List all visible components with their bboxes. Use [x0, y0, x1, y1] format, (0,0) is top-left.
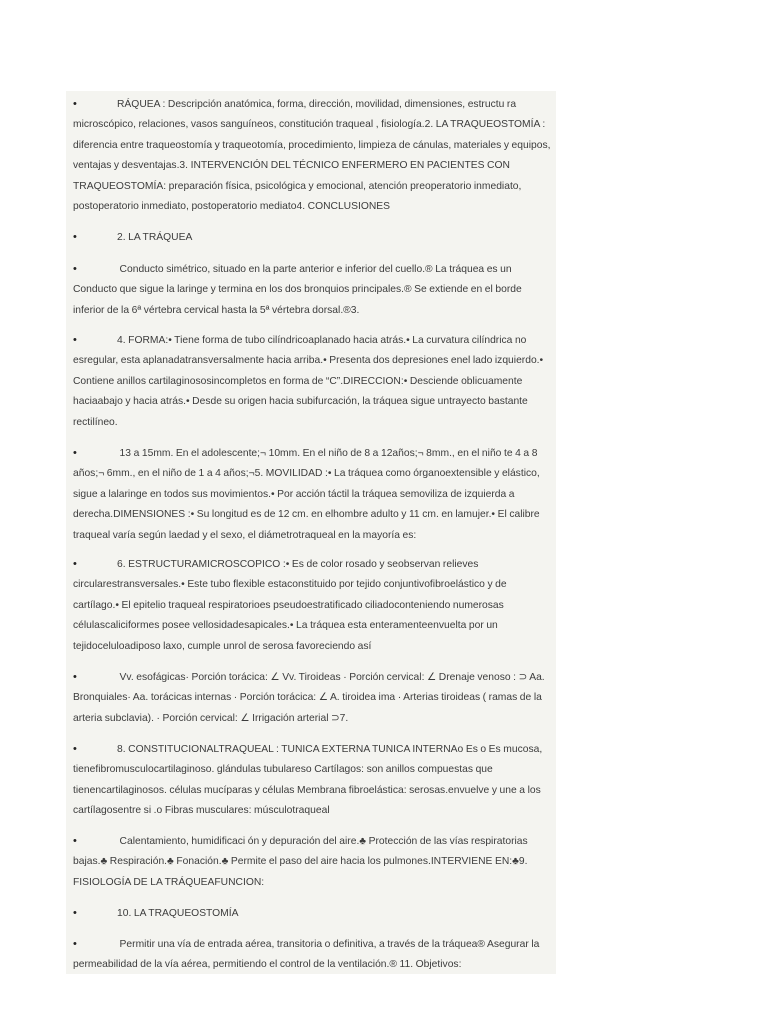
- paragraph-text: Vv. esofágicas· Porción torácica: ∠ Vv. Tiroideas · Porción cervical: ∠ Drenaje venoso : ⊃ Aa. Bronquiales· Aa. torácicas internas · Porción torácica: ∠ A. tiroidea ima · Arterias tiroideas ( ramas de la arteria subclavia). · Porción cervical: ∠ Irrigación arterial ⊃7.: [73, 672, 545, 724]
- paragraph-text: Conducto simétrico, situado en la parte anterior e inferior del cuello.® La tráquea es un Conducto que sigue la laringe y termina en los dos bronquios principales.® Se extiende en el borde inferior de la 6ª vértebra cervical hasta la 5ª vértebra dorsal.®3.: [73, 264, 522, 316]
- bullet-icon: •: [73, 447, 77, 459]
- bullet-icon: •: [73, 907, 77, 919]
- document-page: [66, 91, 556, 974]
- paragraph-text: 13 a 15mm. En el adolescente;¬ 10mm. En el niño de 8 a 12años;¬ 8mm., en el niño te 4 a 8 años;¬ 6mm., en el niño de 1 a 4 años;¬5. MOVILIDAD :• La tráquea como órganoextensible y elástico, sigue a lalaringe en todos sus movimientos.• Por acción táctil la tráquea semoviliza de izquierda a derecha.DIMENSIONES :• Su longitud es de 12 cm. en elhombre adulto y 11 cm. en lamujer.• El calibre traqueal varía según laedad y el sexo, el diámetrotraqueal en la mayoría es:: [73, 448, 540, 541]
- list-item: [73, 554, 552, 657]
- list-item: [73, 443, 552, 546]
- bullet-icon: •: [73, 231, 77, 243]
- list-item: [73, 330, 552, 433]
- paragraph-text: 8. CONSTITUCIONALTRAQUEAL : TUNICA EXTERNA TUNICA INTERNAo Es o Es mucosa, tienefibromusculocartilaginoso. glándulas tubulareso Cartílagos: son anillos compuestas que tienencartilaginosos. células mucíparas y células Membrana fibroelástica: serosas.envuelve y une a los cartílagosentre si .o Fibras musculares: músculotraqueal: [73, 744, 543, 817]
- list-item: [73, 739, 552, 822]
- paragraph-text: 6. ESTRUCTURAMICROSCOPICO :• Es de color rosado y seobservan relieves circularestransversales.• Este tubo flexible estaconstituido por tejido conjuntivofibroelástico y de cartílago.• El epitelio traqueal respiratorioes pseudoestratificado ciliadoconteniendo numerosas célulascaliciformes posee vellosidadesapicales.• La tráquea esta enteramenteenvuelta por un tejidoceluloadiposo laxo, cumple unrol de serosa favoreciendo así: [73, 559, 507, 652]
- bullet-icon: •: [73, 743, 77, 755]
- list-item: [73, 94, 552, 217]
- paragraph-text: 2. LA TRÁQUEA: [117, 232, 193, 243]
- list-item: [73, 934, 552, 974]
- paragraph-text: 10. LA TRAQUEOSTOMÍA: [117, 908, 239, 919]
- list-item: [73, 831, 552, 893]
- bullet-icon: •: [73, 263, 77, 275]
- list-item: [73, 667, 552, 729]
- list-item: [73, 903, 552, 924]
- bullet-icon: •: [73, 98, 77, 110]
- paragraph-text: Permitir una vía de entrada aérea, transitoria o definitiva, a través de la tráquea® Asegurar la permeabilidad de la vía aérea, permitiendo el control de la ventilación.® 11. Objetivos:: [73, 939, 540, 971]
- bullet-icon: •: [73, 671, 77, 683]
- paragraph-text: RÁQUEA : Descripción anatómica, forma, dirección, movilidad, dimensiones, estructu ra microscópico, relaciones, vasos sanguíneos, constitución traqueal , fisiología.2. LA TRAQUEOSTOMÍA : diferencia entre traqueostomía y traqueotomía, procedimiento, limpieza de cánulas, materiales y equipos, ventajas y desventajas.3. INTERVENCIÓN DEL TÉCNICO ENFERMERO EN PACIENTES CON TRAQUEOSTOMÍA: preparación física, psicológica y emocional, atención preoperatorio inmediato, postoperatorio inmediato, postoperatorio mediato4. CONCLUSIONES: [73, 99, 551, 213]
- bullet-icon: •: [73, 334, 77, 346]
- paragraph-text: Calentamiento, humidificaci ón y depuración del aire.♣ Protección de las vías respiratorias bajas.♣ Respiración.♣ Fonación.♣ Permite el paso del aire hacia los pulmones.INTERVIENE EN:♣9. FISIOLOGÍA DE LA TRÁQUEAFUNCION:: [73, 836, 528, 888]
- list-item: [73, 259, 552, 321]
- bullet-icon: •: [73, 835, 77, 847]
- paragraph-text: 4. FORMA:• Tiene forma de tubo cilíndricoaplanado hacia atrás.• La curvatura cilíndrica no esregular, esta aplanadatransversalmente hacia arriba.• Presenta dos depresiones enel lado izquierdo.• Contiene anillos cartilaginososincompletos en forma de “C”.DIRECCION:• Desciende oblicuamente haciaabajo y hacia atrás.• Desde su origen hacia subifurcación, la tráquea sigue untrayecto bastante rectilíneo.: [73, 335, 544, 428]
- bullet-icon: •: [73, 558, 77, 570]
- list-item: [73, 227, 552, 248]
- bullet-icon: •: [73, 938, 77, 950]
